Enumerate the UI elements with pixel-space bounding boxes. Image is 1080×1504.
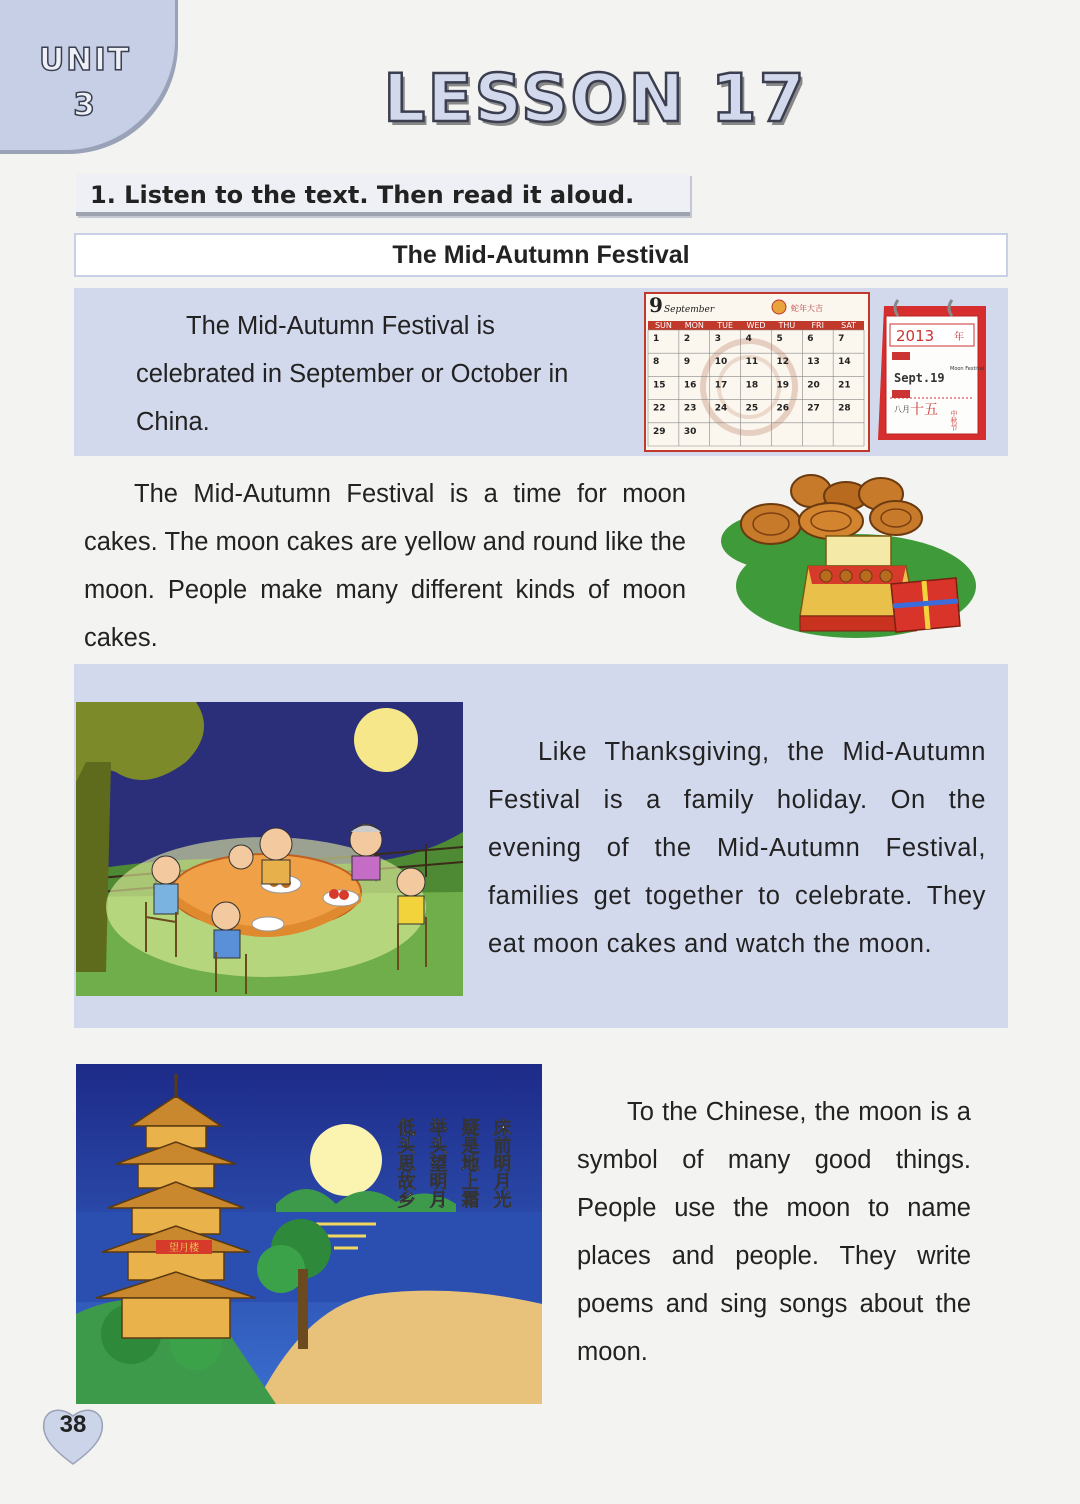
calendar-day: 13 bbox=[807, 357, 820, 368]
desk-lunar-day: 十五 bbox=[910, 402, 938, 418]
family-dinner-illustration bbox=[76, 702, 463, 996]
unit-word: UNIT bbox=[39, 42, 131, 78]
calendar-day: 23 bbox=[683, 403, 697, 414]
desk-festival-cn: 中秋节 bbox=[950, 410, 958, 431]
mooncakes-illustration bbox=[716, 466, 978, 644]
calendar-day: 2 bbox=[683, 334, 691, 344]
paragraph-2 bbox=[84, 470, 686, 662]
calendar-day: 4 bbox=[745, 334, 752, 344]
text-title: The Mid-Autumn Festival bbox=[392, 241, 690, 269]
calendar-day: 11 bbox=[745, 357, 759, 368]
poem-line-2: 疑是地上霜 bbox=[458, 1118, 480, 1208]
unit-number: 3 bbox=[73, 87, 97, 123]
desk-lunar-month: 八月 bbox=[894, 405, 910, 414]
paragraph-3-text: Like Thanksgiving, the Mid-Autumn Festival is a family holiday. On the evening of the Mid-Autumn Festival, families get together to celebrate. They eat moon cakes and watch the moon. bbox=[488, 738, 986, 958]
desk-year-char: 年 bbox=[954, 332, 964, 343]
calendar-day: 15 bbox=[653, 380, 666, 391]
calendar-day: 3 bbox=[714, 334, 721, 344]
desk-calendar-illustration bbox=[874, 294, 990, 448]
calendar-day: 8 bbox=[653, 357, 660, 368]
paragraph-3 bbox=[488, 728, 986, 968]
calendar-weekday: SUN bbox=[654, 321, 672, 330]
calendar-weekday: SAT bbox=[841, 321, 857, 330]
wall-calendar-illustration bbox=[644, 292, 870, 452]
calendar-snake-icon bbox=[772, 300, 786, 314]
poem-line-4: 低头思故乡 bbox=[394, 1118, 416, 1208]
paragraph-1-text: The Mid-Autumn Festival is celebrated in September or October in China. bbox=[136, 312, 569, 436]
calendar-day: 12 bbox=[776, 357, 789, 368]
calendar-weekday: FRI bbox=[811, 321, 824, 330]
moon-icon bbox=[310, 1124, 382, 1196]
calendar-day: 14 bbox=[838, 357, 851, 368]
calendar-day: 27 bbox=[807, 403, 820, 414]
poem-line-1: 床前明月光 bbox=[490, 1118, 512, 1208]
calendar-day: 24 bbox=[714, 403, 728, 414]
calendar-month-number: 9 bbox=[649, 293, 663, 317]
calendar-day: 29 bbox=[653, 426, 666, 437]
calendar-day: 16 bbox=[683, 380, 697, 391]
calendar-day: 25 bbox=[745, 403, 759, 414]
calendar-day: 20 bbox=[807, 380, 820, 391]
pagoda-poem-illustration bbox=[76, 1064, 542, 1404]
paragraph-1 bbox=[136, 302, 616, 446]
calendar-day: 28 bbox=[838, 403, 851, 414]
desk-festival: Moon Festival bbox=[950, 366, 985, 372]
calendar-day: 26 bbox=[776, 403, 789, 414]
paragraph-4-text: To the Chinese, the moon is a symbol of many good things. People use the moon to name places and people. They write poems and sing songs about the moon. bbox=[577, 1098, 971, 1366]
desk-year: 2013 bbox=[896, 327, 935, 345]
calendar-weekday: TUE bbox=[717, 321, 734, 330]
calendar-day: 30 bbox=[683, 426, 697, 437]
instruction-text: 1. Listen to the text. Then read it aloud. bbox=[90, 181, 635, 209]
calendar-weekday: WED bbox=[746, 321, 766, 330]
calendar-weekday: MON bbox=[684, 321, 704, 330]
calendar-day: 9 bbox=[683, 357, 691, 368]
calendar-month-name: September bbox=[664, 305, 715, 315]
paragraph-4 bbox=[577, 1088, 971, 1376]
moon-icon bbox=[354, 708, 418, 772]
calendar-day: 7 bbox=[838, 334, 845, 344]
calendar-day: 17 bbox=[714, 380, 728, 391]
poem-line-3: 举头望明月 bbox=[426, 1118, 448, 1208]
calendar-day: 18 bbox=[745, 380, 759, 391]
calendar-day: 19 bbox=[776, 380, 789, 391]
calendar-day: 22 bbox=[653, 403, 666, 414]
desk-date: Sept.19 bbox=[894, 371, 945, 385]
unit-label bbox=[30, 38, 140, 128]
calendar-header-chars: 蛇年大吉 bbox=[791, 304, 823, 313]
calendar-weekday: THU bbox=[778, 321, 796, 330]
calendar-day: 5 bbox=[776, 334, 783, 344]
calendar-day: 1 bbox=[653, 334, 660, 344]
calendar-day: 6 bbox=[807, 334, 814, 344]
lesson-title: LESSON 17 bbox=[383, 60, 807, 137]
pagoda-plaque: 望月楼 bbox=[169, 1243, 199, 1254]
page-number: 38 bbox=[59, 1411, 87, 1438]
calendar-day: 10 bbox=[714, 357, 728, 368]
calendar-day: 21 bbox=[838, 380, 851, 391]
paragraph-2-text: The Mid-Autumn Festival is a time for moon cakes. The moon cakes are yellow and round like the moon. People make many different kinds of moon cakes. bbox=[84, 480, 686, 652]
